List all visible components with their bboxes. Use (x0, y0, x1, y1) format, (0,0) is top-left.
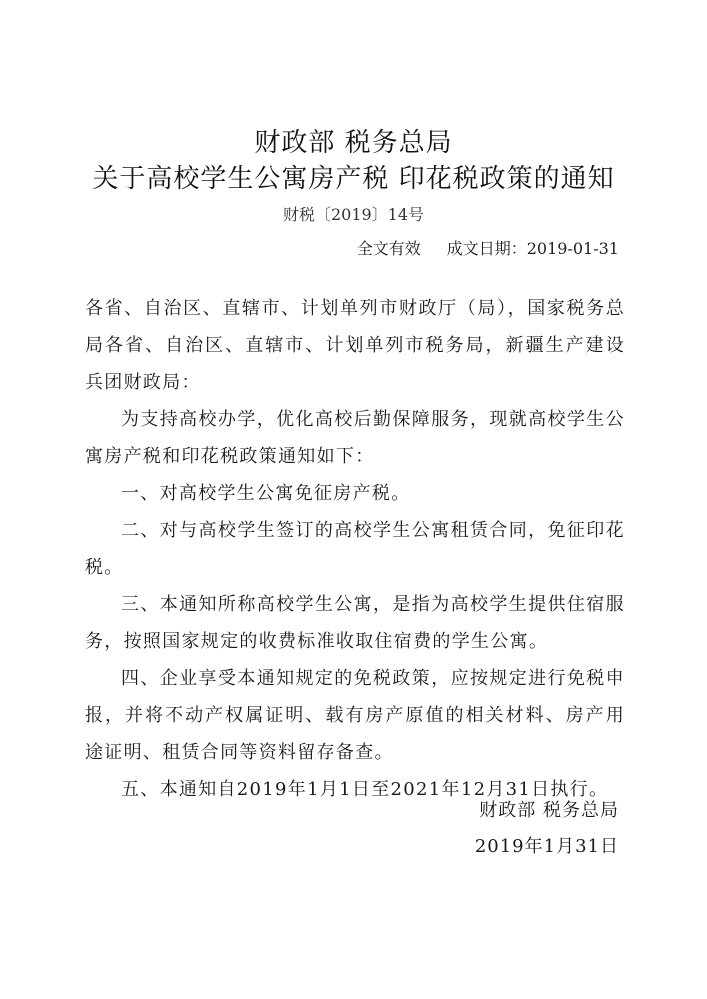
body-paragraph: 二、对与高校学生签订的高校学生公寓租赁合同，免征印花税。 (85, 520, 625, 578)
issue-date: 成文日期：2019-01-31 (446, 239, 619, 258)
body-paragraph: 五、本通知自2019年1月1日至2021年12月31日执行。 (121, 779, 609, 800)
document-number: 财税〔2019〕14号 (282, 205, 425, 224)
document-status-line (357, 236, 619, 259)
signature-organization: 财政部 税务总局 (479, 800, 619, 821)
document-title-line-1: 财政部 税务总局 (254, 128, 453, 158)
addressee-paragraph: 各省、自治区、直辖市、计划单列市财政厅（局），国家税务总局各省、自治区、直辖市、计划单列市税务局，新疆生产建设兵团财政局： (85, 298, 625, 393)
body-paragraph: 三、本通知所称高校学生公寓，是指为高校学生提供住宿服务，按照国家规定的收费标准收取住宿费的学生公寓。 (85, 594, 625, 652)
document-body (85, 290, 625, 808)
body-paragraph: 一、对高校学生公寓免征房产税。 (121, 483, 411, 504)
body-paragraph: 为支持高校办学，优化高校后勤保障服务，现就高校学生公寓房产税和印花税政策通知如下： (85, 409, 625, 467)
document-title-line-2: 关于高校学生公寓房产税 印花税政策的通知 (92, 164, 615, 194)
validity-status: 全文有效 (356, 239, 421, 258)
body-paragraph: 四、企业享受本通知规定的免税政策，应按规定进行免税申报，并将不动产权属证明、载有房产原值的相关材料、房产用途证明、租赁合同等资料留存备查。 (85, 668, 625, 763)
signature-date: 2019年1月31日 (474, 836, 619, 857)
